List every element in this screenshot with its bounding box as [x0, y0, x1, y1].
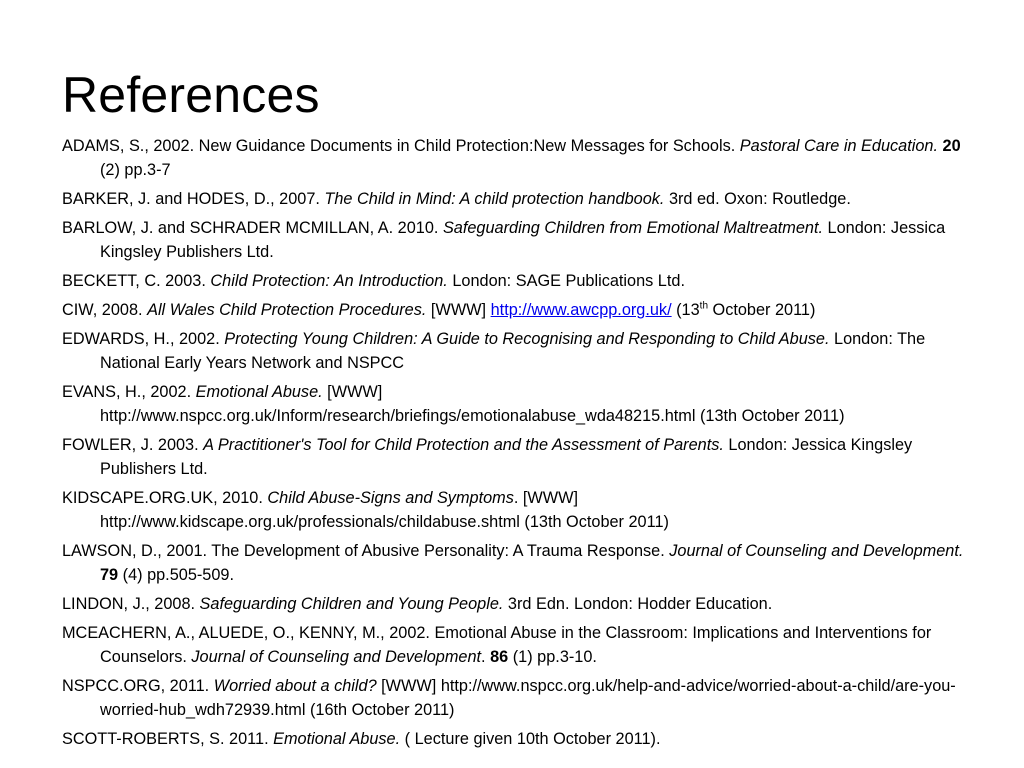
reference-title-text: Child Protection: An Introduction.	[210, 272, 448, 290]
reference-superscript-text: th	[699, 300, 709, 312]
reference-text: . [WWW] http://www.kidscape.org.uk/professionals/childabuse.shtml (13th October 2011)	[100, 489, 669, 531]
reference-text: EVANS, H., 2002.	[62, 383, 196, 401]
reference-title-text: Journal of Counseling and Development.	[669, 542, 964, 560]
reference-text: MCEACHERN, A., ALUEDE, O., KENNY, M., 2002. Emotional Abuse in the Classroom: Implications and Interventions for Counselors.	[62, 624, 932, 666]
reference-item	[62, 216, 970, 264]
reference-text: LINDON, J., 2008.	[62, 595, 200, 613]
reference-item	[62, 727, 970, 751]
reference-text: .	[481, 648, 491, 666]
reference-text: BECKETT, C. 2003.	[62, 272, 211, 290]
reference-volume-text: 86	[490, 648, 509, 666]
reference-title-text: Worried about a child?	[213, 677, 377, 695]
reference-title-text: Emotional Abuse.	[195, 383, 323, 401]
reference-item	[62, 621, 970, 669]
reference-title-text: Emotional Abuse.	[273, 730, 401, 748]
reference-item	[62, 298, 970, 322]
reference-item	[62, 187, 970, 211]
reference-text: NSPCC.ORG, 2011.	[62, 677, 214, 695]
reference-title-text: The Child in Mind: A child protection handbook.	[324, 190, 665, 208]
reference-text: 3rd Edn. London: Hodder Education.	[503, 595, 773, 613]
reference-link[interactable]: http://www.awcpp.org.uk/	[490, 301, 672, 319]
reference-text: BARKER, J. and HODES, D., 2007.	[62, 190, 325, 208]
reference-text: 3rd ed. Oxon: Routledge.	[664, 190, 851, 208]
reference-text: October 2011)	[708, 301, 816, 319]
reference-item	[62, 433, 970, 481]
reference-text: London: Jessica Kingsley Publishers Ltd.	[100, 436, 913, 478]
reference-item	[62, 592, 970, 616]
reference-item	[62, 486, 970, 534]
reference-title-text: Safeguarding Children and Young People.	[199, 595, 504, 613]
reference-item	[62, 539, 970, 587]
reference-title-text: Pastoral Care in Education.	[739, 137, 938, 155]
reference-title-text: Safeguarding Children from Emotional Maltreatment.	[442, 219, 824, 237]
reference-text: (4) pp.505-509.	[118, 566, 234, 584]
reference-title-text: A Practitioner's Tool for Child Protection and the Assessment of Parents.	[203, 436, 724, 454]
reference-text: BARLOW, J. and SCHRADER MCMILLAN, A. 2010.	[62, 219, 443, 237]
reference-list	[62, 134, 970, 751]
reference-text: [WWW] http://www.nspcc.org.uk/help-and-advice/worried-about-a-child/are-you-worried-hub_wdh72939.html (16th October 2011)	[100, 677, 956, 719]
reference-title-text: All Wales Child Protection Procedures.	[147, 301, 427, 319]
reference-item	[62, 674, 970, 722]
reference-text: (13	[671, 301, 700, 319]
reference-volume-text: 79	[100, 566, 119, 584]
reference-text: London: The National Early Years Network and NSPCC	[100, 330, 926, 372]
reference-text: (1) pp.3-10.	[508, 648, 597, 666]
reference-title-text: Journal of Counseling and Development	[191, 648, 482, 666]
reference-text: FOWLER, J. 2003.	[62, 436, 204, 454]
reference-text: London: SAGE Publications Ltd.	[447, 272, 685, 290]
reference-text: London: Jessica Kingsley Publishers Ltd.	[100, 219, 946, 261]
reference-title-text: Protecting Young Children: A Guide to Recognising and Responding to Child Abuse.	[224, 330, 830, 348]
reference-item	[62, 134, 970, 182]
reference-text: KIDSCAPE.ORG.UK, 2010.	[62, 489, 268, 507]
reference-volume-text: 20	[942, 137, 961, 155]
reference-text: EDWARDS, H., 2002.	[62, 330, 225, 348]
reference-text: (2) pp.3-7	[100, 161, 171, 179]
reference-text: [WWW] http://www.nspcc.org.uk/Inform/research/briefings/emotionalabuse_wda48215.html (13th October 2011)	[100, 383, 845, 425]
reference-title-text: Child Abuse-Signs and Symptoms	[267, 489, 514, 507]
reference-item	[62, 327, 970, 375]
reference-text: CIW, 2008.	[62, 301, 148, 319]
reference-text: SCOTT-ROBERTS, S. 2011.	[62, 730, 274, 748]
reference-text: ADAMS, S., 2002. New Guidance Documents in Child Protection:New Messages for Schools.	[62, 137, 740, 155]
reference-item	[62, 269, 970, 293]
reference-text: ( Lecture given 10th October 2011).	[400, 730, 661, 748]
reference-text: LAWSON, D., 2001. The Development of Abusive Personality: A Trauma Response.	[62, 542, 670, 560]
reference-text: [WWW]	[426, 301, 491, 319]
reference-item	[62, 380, 970, 428]
slide-title: References	[62, 67, 320, 123]
